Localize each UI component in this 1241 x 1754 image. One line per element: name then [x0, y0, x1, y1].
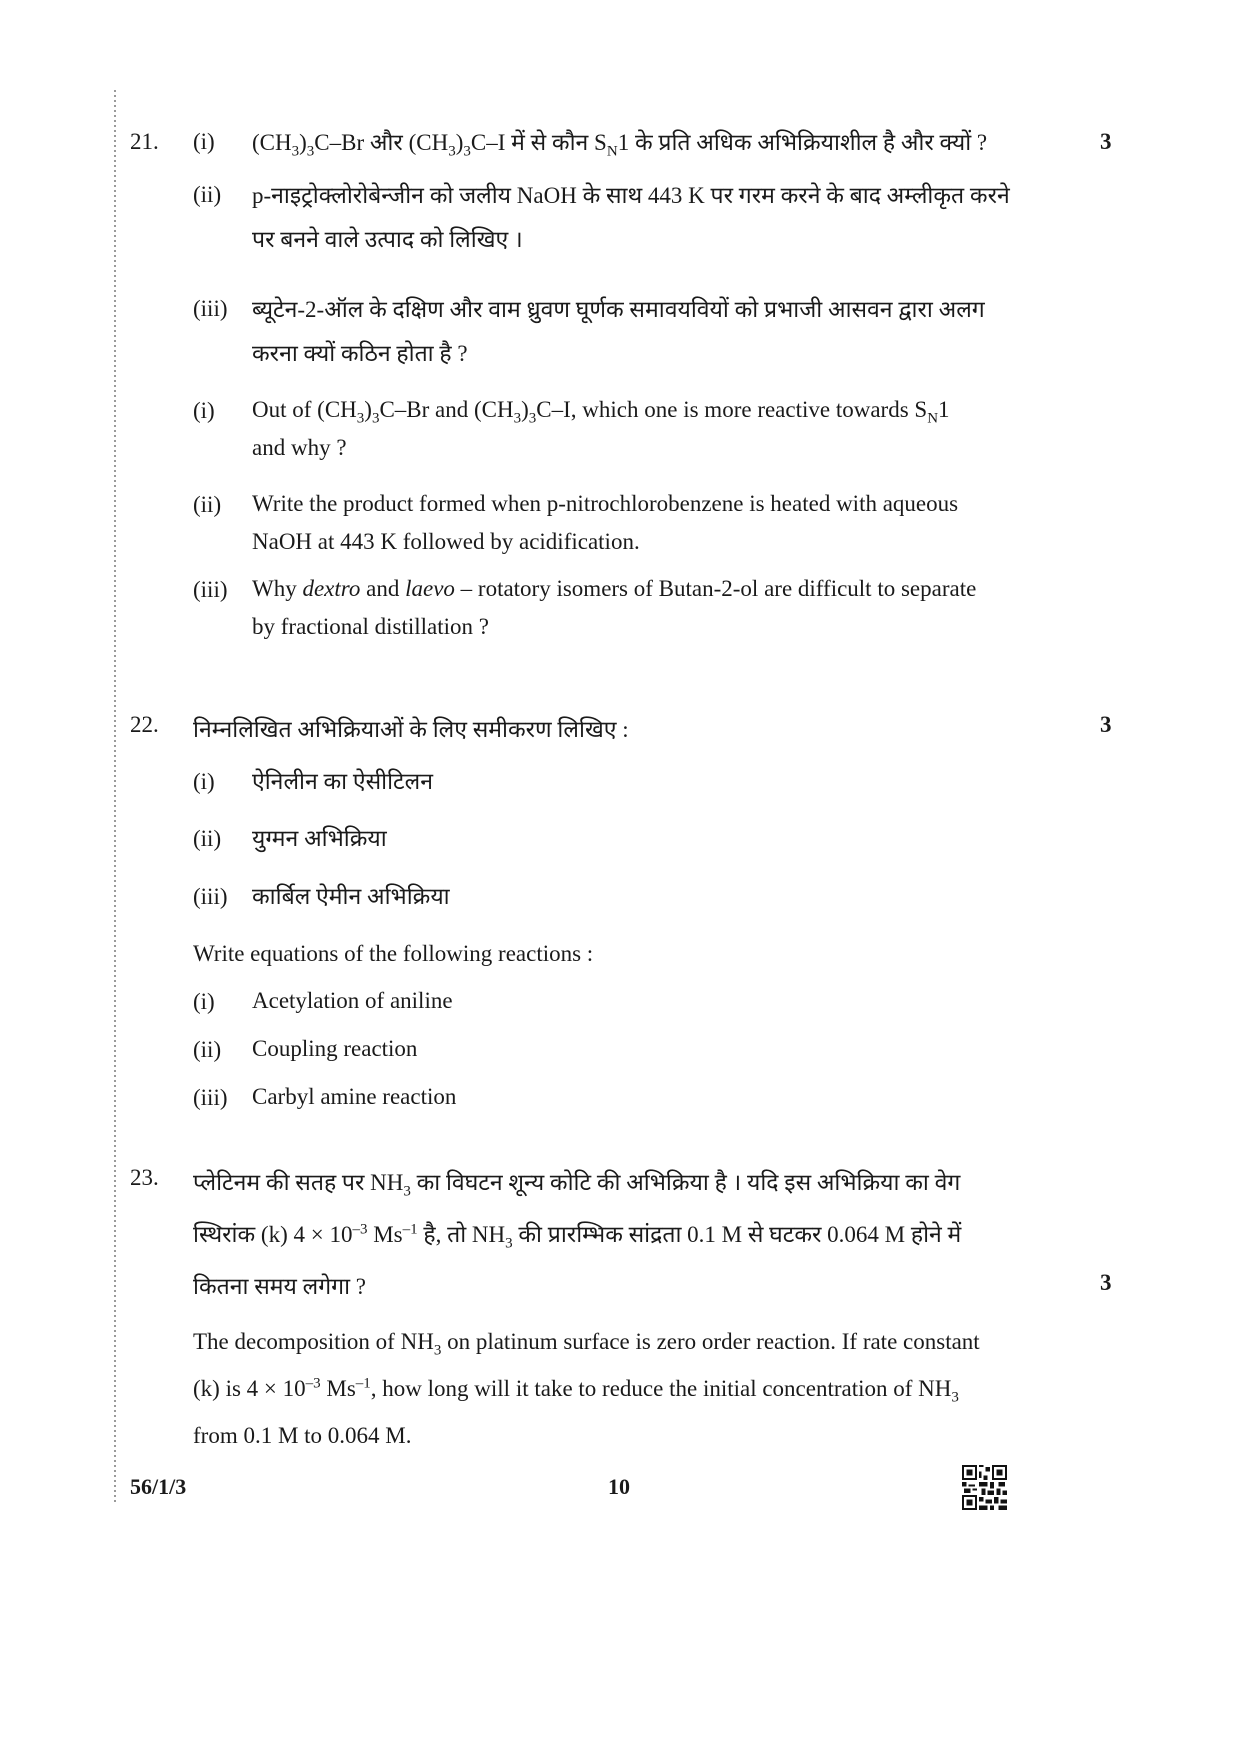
text-line: (k) is $4 \times 10^{-3}$ $Ms^{-1}$, how long will it take to reduce the initial concentration of $NH_3$	[193, 1375, 959, 1406]
text-line: from 0.1 M to 0.064 M.	[193, 1423, 412, 1448]
qr-code-icon	[962, 1465, 1007, 1510]
text-line: by fractional distillation ?	[252, 614, 489, 639]
sub-label: (i)	[193, 989, 215, 1014]
list-item: Coupling reaction	[252, 1036, 418, 1061]
text-line: कितना समय लगेगा ?	[193, 1274, 367, 1299]
paper-code: 56/1/3	[130, 1474, 187, 1499]
sub-label: (ii)	[193, 492, 222, 517]
sub-label: (i)	[193, 398, 215, 423]
text-line: The decomposition of $NH_3$ on platinum surface is zero order reaction. If rate constant	[193, 1329, 980, 1359]
question-text	[252, 570, 1057, 646]
sub-label: (iii)	[193, 1085, 228, 1110]
list-item: युग्मन अभिक्रिया	[252, 826, 387, 851]
text-line: ब्यूटेन-2-ऑल के दक्षिण और वाम ध्रुवण घूर्णक समावयवियों को प्रभाजी आसवन द्वारा अलग	[252, 297, 985, 322]
text-line: करना क्यों कठिन होता है ?	[252, 341, 468, 366]
text-line: Write the product formed when p-nitrochlorobenzene is heated with aqueous	[252, 491, 959, 516]
question-text: $(CH_3)_3C-Br$ और $(CH_3)_3C-I$ में से कौन $S_N1$ के प्रति अधिक अभिक्रियाशील है और क्यों ?	[252, 130, 988, 160]
page-number: 10	[608, 1474, 630, 1499]
sub-label: (i)	[193, 129, 215, 154]
question-intro: निम्नलिखित अभिक्रियाओं के लिए समीकरण लिखिए :	[193, 717, 629, 742]
question-number: 21.	[130, 129, 159, 154]
text-line: Out of $(CH_3)_3C-Br$ and $(CH_3)_3C-I$, which one is more reactive towards $S_N1$	[252, 397, 950, 427]
question-text	[252, 288, 1057, 376]
marks: 3	[1100, 1270, 1112, 1295]
text-line: NaOH at 443 K followed by acidification.	[252, 529, 640, 554]
text-line: पर बनने वाले उत्पाद को लिखिए ।	[252, 227, 523, 252]
list-item: कार्बिल ऐमीन अभिक्रिया	[252, 884, 450, 909]
sub-label: (i)	[193, 769, 215, 794]
text-line: Why dextro and laevo – rotatory isomers of Butan-2-ol are difficult to separate	[252, 576, 977, 601]
sub-label: (iii)	[193, 884, 228, 909]
question-text	[193, 1157, 1059, 1313]
question-number: 22.	[130, 712, 159, 737]
list-item: Carbyl amine reaction	[252, 1084, 457, 1109]
sub-label: (ii)	[193, 1037, 222, 1062]
question-text	[252, 174, 1057, 262]
question-number: 23.	[130, 1165, 159, 1190]
question-text	[252, 391, 1057, 467]
question-intro: Write equations of the following reactions :	[193, 941, 594, 966]
text-line: प्लेटिनम की सतह पर $NH_3$ का विघटन शून्य कोटि की अभिक्रिया है । यदि इस अभिक्रिया का वेग	[193, 1170, 961, 1200]
perforation-line	[114, 90, 116, 1505]
list-item: Acetylation of aniline	[252, 988, 453, 1013]
sub-label: (iii)	[193, 296, 228, 321]
text-line: p-नाइट्रोक्लोरोबेन्जीन को जलीय NaOH के साथ 443 K पर गरम करने के बाद अम्लीकृत करने	[252, 183, 1010, 208]
sub-label: (iii)	[193, 577, 228, 602]
text-line: and why ?	[252, 435, 347, 460]
question-text	[252, 485, 1057, 561]
list-item: ऐनिलीन का ऐसीटिलन	[252, 769, 434, 794]
sub-label: (ii)	[193, 826, 222, 851]
question-text	[193, 1318, 1059, 1459]
text-line: स्थिरांक (k) $4 \times 10^{-3}$ $Ms^{-1}$ है, तो $NH_3$ की प्रारम्भिक सांद्रता 0.1 M से घटकर 0.064 M होने में	[193, 1221, 962, 1252]
marks: 3	[1100, 129, 1112, 154]
marks: 3	[1100, 712, 1112, 737]
sub-label: (ii)	[193, 182, 222, 207]
